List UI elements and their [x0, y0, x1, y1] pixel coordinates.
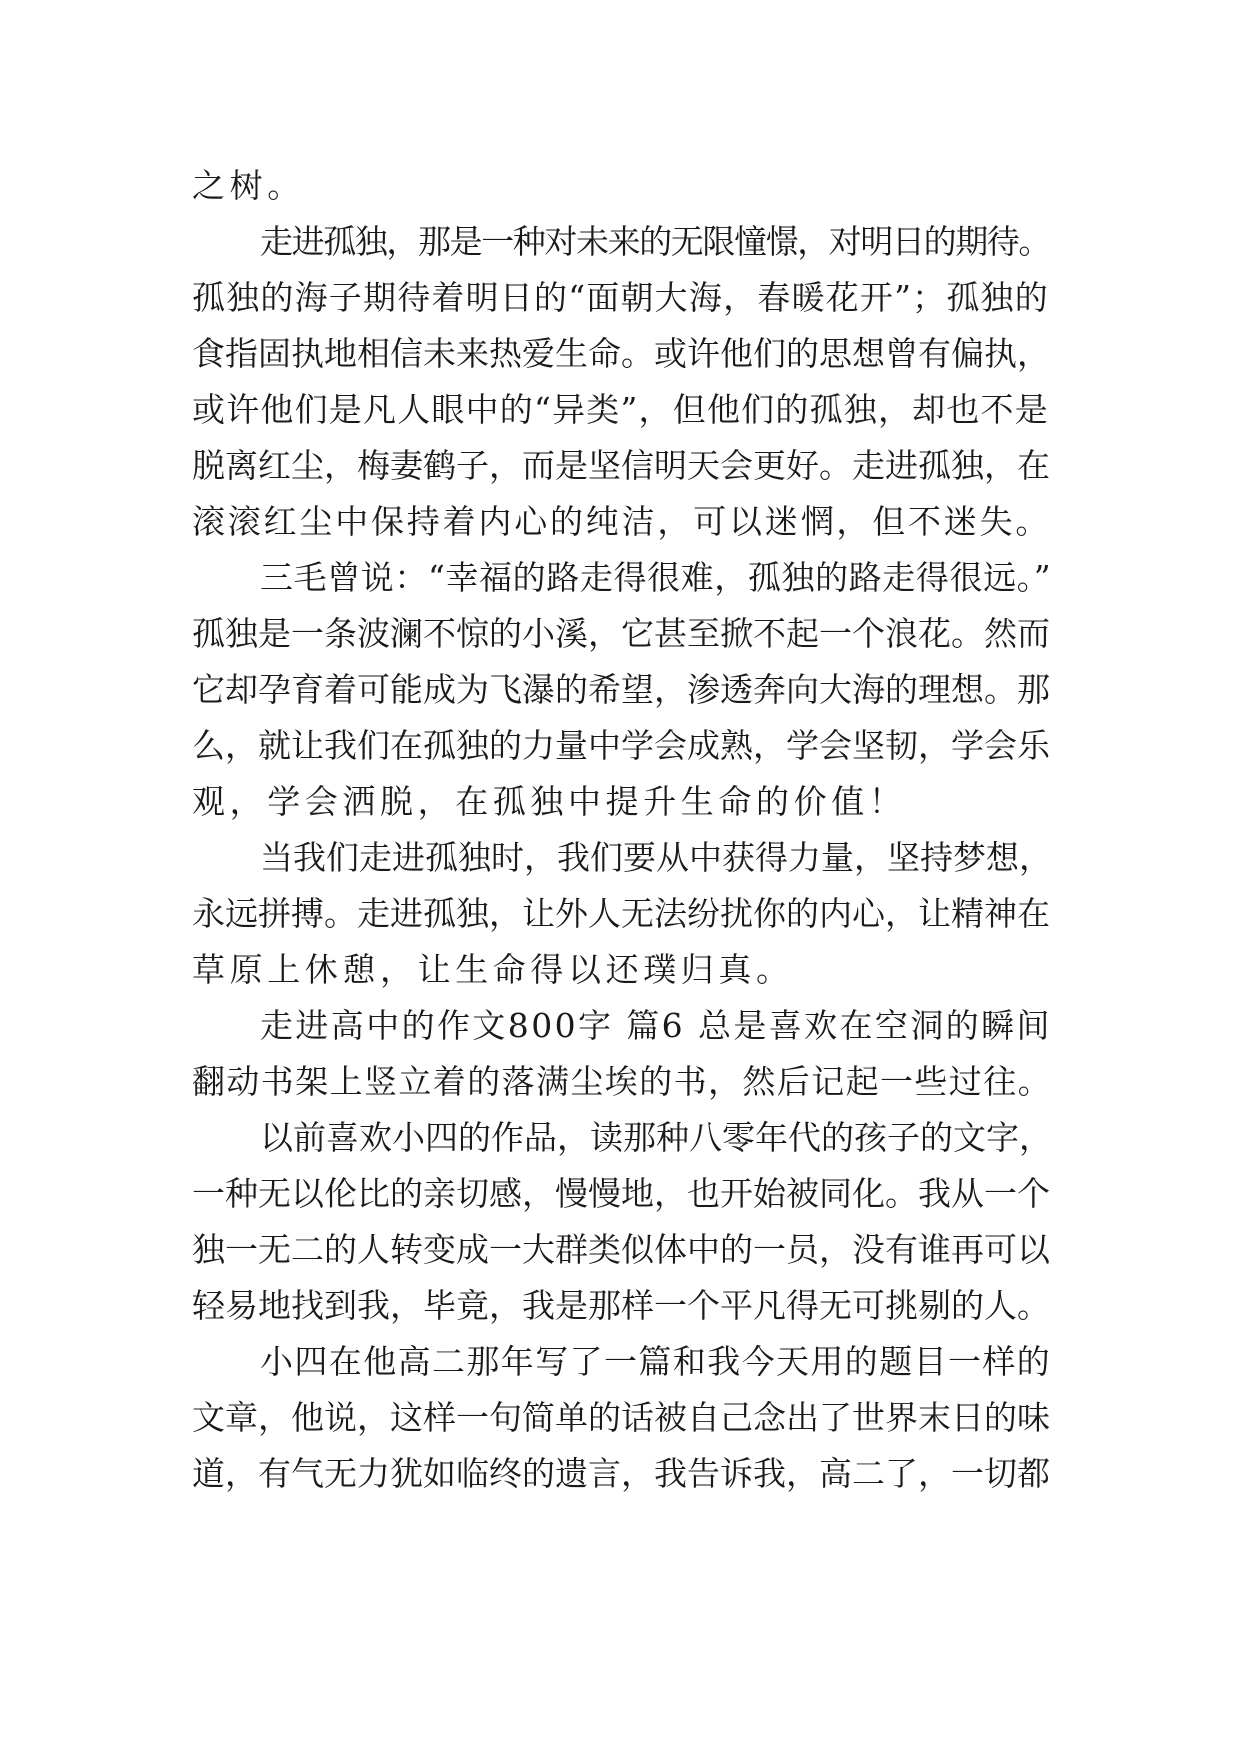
text-line: 小四在他高二那年写了一篇和我今天用的题目一样的	[260, 1342, 1052, 1381]
text-line: 孤独是一条波澜不惊的小溪，它甚至掀不起一个浪花。然而	[192, 614, 1050, 653]
text-line: 食指固执地相信未来热爱生命。或许他们的思想曾有偏执，	[192, 334, 1050, 373]
text-line: 走进孤独，那是一种对未来的无限憧憬，对明日的期待。	[260, 222, 1051, 261]
text-line: 文章，他说，这样一句简单的话被自己念出了世界末日的味	[192, 1398, 1050, 1437]
text-line: 翻动书架上竖立着的落满尘埃的书，然后记起一些过往。	[192, 1062, 1052, 1101]
text-line: 么，就让我们在孤独的力量中学会成熟，学会坚韧，学会乐	[192, 726, 1050, 765]
text-line: 或许他们是凡人眼中的“异类”，但他们的孤独，却也不是	[192, 390, 1049, 429]
text-line: 孤独的海子期待着明日的“面朝大海，春暖花开”；孤独的	[192, 278, 1049, 317]
text-line: 轻易地找到我，毕竟，我是那样一个平凡得无可挑剔的人。	[192, 1286, 1050, 1325]
text-line: 道，有气无力犹如临终的遗言，我告诉我，高二了，一切都	[192, 1454, 1050, 1493]
text-line: 滚滚红尘中保持着内心的纯洁，可以迷惘，但不迷失。	[192, 502, 1052, 541]
text-line: 当我们走进孤独时，我们要从中获得力量，坚持梦想，	[260, 838, 1052, 877]
text-line: 一种无以伦比的亲切感，慢慢地，也开始被同化。我从一个	[192, 1174, 1050, 1213]
text-line: 脱离红尘，梅妻鹤子，而是坚信明天会更好。走进孤独，在	[192, 446, 1050, 485]
text-line: 三毛曾说：“幸福的路走得很难，孤独的路走得很远。”	[260, 558, 1052, 597]
text-line: 草原上休憩，让生命得以还璞归真。	[192, 950, 794, 989]
body-text	[192, 158, 1052, 1502]
text-line: 走进高中的作文800字 篇6 总是喜欢在空洞的瞬间	[260, 1006, 1052, 1045]
text-line: 独一无二的人转变成一大群类似体中的一员，没有谁再可以	[192, 1230, 1050, 1269]
text-line: 它却孕育着可能成为飞瀑的希望，渗透奔向大海的理想。那	[192, 670, 1050, 709]
text-line: 以前喜欢小四的作品，读那种八零年代的孩子的文字，	[260, 1118, 1052, 1157]
text-line: 观，学会洒脱，在孤独中提升生命的价值！	[192, 782, 907, 821]
text-line: 永远拼搏。走进孤独，让外人无法纷扰你的内心，让精神在	[192, 894, 1050, 933]
text-line: 之树。	[192, 166, 305, 205]
